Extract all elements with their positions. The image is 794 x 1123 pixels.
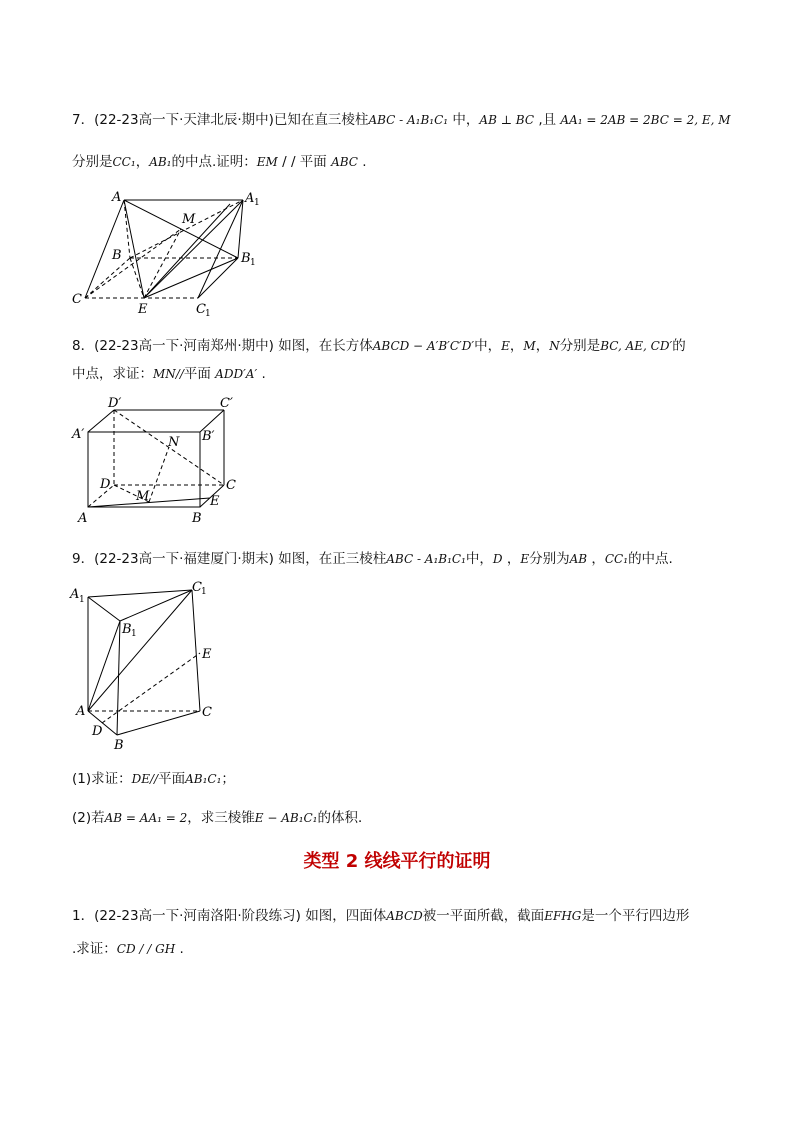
label-B1: B (241, 251, 251, 266)
label-A: A (112, 190, 122, 205)
label-B: B (192, 511, 202, 526)
label-A: A (76, 704, 86, 719)
problem-7-line-1: 7．(22-23高一下·天津北辰·期中)已知在直三棱柱ABC - A₁B₁C₁ 中，AB ⊥ BC ,且 AA₁ = 2AB = 2BC = 2, E, M (72, 112, 731, 128)
problem-9-question-1: (1)求证：DE//平面AB₁C₁； (72, 771, 235, 787)
label-B1: B (122, 622, 132, 637)
label-E: E (210, 494, 220, 509)
label-C: C (72, 292, 82, 307)
svg-text:1: 1 (201, 587, 207, 597)
type2-problem-1-line-1: 1．(22-23高一下·河南洛阳·阶段练习) 如图，四面体ABCD被一平面所截，截面EFHG是一个平行四边形 (72, 908, 690, 924)
label-C1: C (192, 580, 202, 595)
label-C: C (202, 705, 212, 720)
problem-8-figure (60, 392, 260, 532)
label-C1: C (196, 302, 206, 317)
label-B: B (112, 248, 122, 263)
label-E: E (202, 647, 212, 662)
math-prism: ABC - A₁B₁C₁ (368, 113, 449, 127)
label-B1: B′ (202, 429, 215, 444)
label-C: C (226, 478, 236, 493)
label-C1: C′ (220, 396, 233, 411)
problem-9-line-1: 9．(22-23高一下·福建厦门·期末) 如图，在正三棱柱ABC - A₁B₁C₁中，D ，E分别为AB ，CC₁的中点. (72, 551, 673, 567)
label-N: N (168, 435, 180, 450)
problem-7-figure (60, 180, 280, 320)
label-D1: D′ (108, 396, 122, 411)
label-A1: A (70, 587, 80, 602)
problem-8-line-1: 8．(22-23高一下·河南郑州·期中) 如图，在长方体ABCD − A′B′C′D′中，E，M，N分别是BC, AE, CD′的 (72, 338, 686, 354)
problem-8-line-2: 中点，求证：MN//平面 ADD′A′ . (72, 366, 266, 382)
problem-7-line-2: 分别是CC₁，AB₁的中点.证明：EM / / 平面 ABC . (72, 154, 367, 170)
problem-9-figure (60, 575, 230, 755)
svg-text:1: 1 (79, 595, 85, 605)
label-A: A (78, 511, 88, 526)
label-D: D (100, 477, 111, 492)
label-M: M (182, 212, 196, 227)
problem-9-question-2: (2)若AB = AA₁ = 2，求三棱锥E − AB₁C₁的体积． (72, 810, 372, 826)
math-perpendicular: AB ⊥ BC (479, 113, 535, 127)
type2-problem-1-line-2: .求证：CD / / GH . (72, 941, 184, 957)
label-A1: A′ (72, 427, 85, 442)
label-E: E (138, 302, 148, 317)
section-heading: 类型 2 线线平行的证明 (303, 851, 491, 872)
math-lengths: AA₁ = 2AB = 2BC = 2, E, M (560, 113, 731, 127)
label-B: B (114, 738, 124, 753)
label-D: D (92, 724, 103, 739)
label-A1: A (245, 191, 255, 206)
svg-text:1: 1 (254, 198, 260, 208)
svg-text:1: 1 (250, 258, 256, 268)
svg-text:1: 1 (131, 629, 137, 639)
label-M: M (136, 489, 150, 504)
svg-text:1: 1 (205, 309, 211, 319)
